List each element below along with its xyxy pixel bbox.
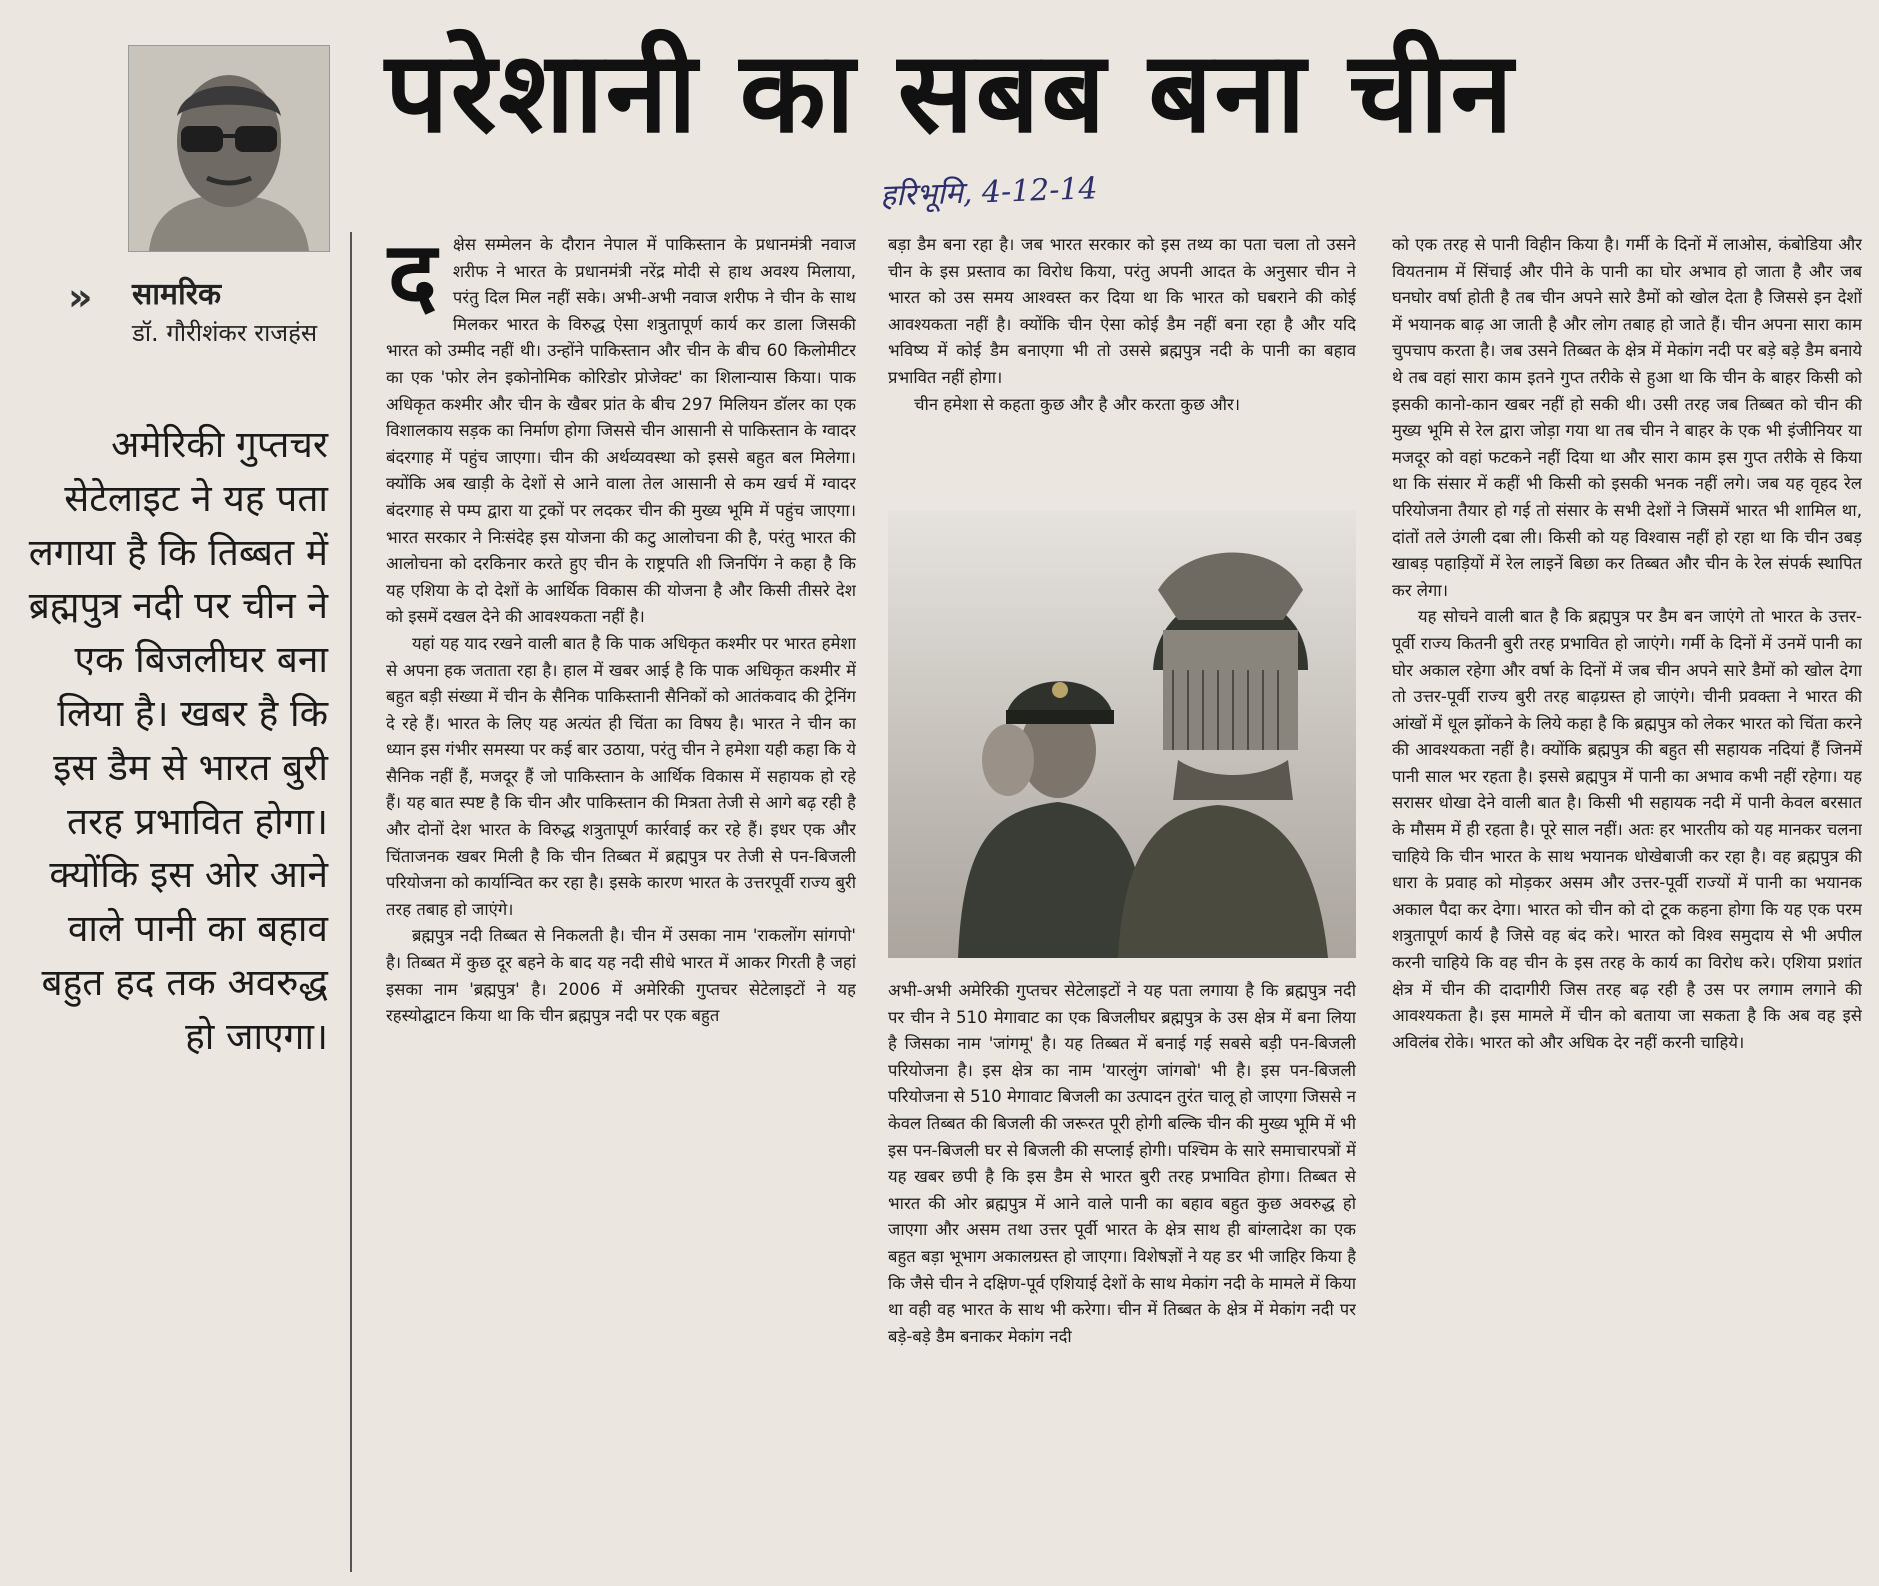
article-column-3 [1392, 232, 1862, 1582]
article-paragraph: क्षेस सम्मेलन के दौरान नेपाल में पाकिस्तान के प्रधानमंत्री नवाज शरीफ ने भारत के प्रधानमंत्री नरेंद्र मोदी से हाथ अवश्य मिलाया, परंतु दिल मिल नहीं सके। अभी-अभी नवाज शरीफ ने चीन के साथ मिलकर भारत के विरुद्ध ऐसा शत्रुतापूर्ण कार्य कर डाला जिसकी भारत को उम्मीद नहीं थी। उन्होंने पाकिस्तान और चीन के बीच 60 किलोमीटर का एक 'फोर लेन इकोनोमिक कोरिडोर प्रोजेक्ट' का शिलान्यास किया। पाक अधिकृत कश्मीर और चीन के खैबर प्रांत के बीच 297 मिलियन डॉलर का एक विशालकाय सड़क का निर्माण होगा जिससे चीन आसानी से पाकिस्तान के ग्वादर बंदरगाह में पहुंच जाएगा। चीन की अर्थव्यवस्था को इससे बहुत बल मिलेगा। क्योंकि अब खाड़ी के देशों से आने वाला तेल आसानी से कम खर्च में ग्वादर बंदरगाह से पम्प द्वारा या ट्रकों पर लदकर चीन की मुख्य भूमि में पहुंच जाएगा। भारत सरकार ने निःसंदेह इस योजना की कटु आलोचना की है, परंतु भारत की आलोचना को दरकिनार करते हुए चीन के राष्ट्रपति शी जिनपिंग ने कहा है कि यह एशिया के दो देशों के आर्थिक विकास की योजना है और किसी तीसरे देश को इसमें दखल देने की आवश्यकता नहीं है। [386, 235, 856, 627]
author-photo [128, 45, 330, 252]
article-paragraph: को एक तरह से पानी विहीन किया है। गर्मी के दिनों में लाओस, कंबोडिया और वियतनाम में सिंचाई और पीने के पानी का घोर अभाव हो जाता है और जब घनघोर वर्षा होती है तब चीन अपने सारे डैमों को खोल देता है जिससे इन देशों में भयानक बाढ़ आ जाती है और लोग तबाह हो जाते हैं। चीन अपना सारा काम चुपचाप करता है। जब उसने तिब्बत के क्षेत्र में मेकांग नदी पर बड़े बड़े डैम बनाये थे तब वहां सारा काम इतने गुप्त तरीके से हुआ था कि चीन के बाहर किसी को इसकी कानो-कान खबर नहीं हो सकी थी। उसी तरह जब तिब्बत को चीन की मुख्य भूमि से रेल द्वारा जोड़ा गया था तब चीन ने बाहर के एक भी इंजीनियर या मजदूर को वहां फटकने नहीं दिया था और सारा काम इस गुप्त तरीके से किया था कि संसार में कहीं भी किसी को इसकी भनक नहीं लगे। जब यह वृहद रेल परियोजना तैयार हो गई तो संसार के सभी देशों ने जिसमें भारत भी शामिल था, दांतों तले उंगली दबा ली। किसी को यह विश्वास नहीं हो रहा था कि चीन उबड़ खाबड़ पहाड़ियों में रेल लाइनें बिछा कर तिब्बत और चीन के रेल संपर्क स्थापित कर लेगा। [1392, 235, 1862, 600]
border-soldiers-photo-icon [888, 510, 1356, 958]
article-column-1 [386, 232, 856, 1582]
article-paragraph: यह सोचने वाली बात है कि ब्रह्मपुत्र पर डैम बन जाएंगे तो भारत के उत्तर-पूर्वी राज्य कितनी बुरी तरह प्रभावित हो जाएंगे। गर्मी के दिनों में उनमें पानी का घोर अकाल रहेगा और वर्षा के दिनों में जब चीन अपने सारे डैमों को खोल देगा तो उत्तर-पूर्वी राज्य बुरी तरह बाढ़ग्रस्त हो जाएंगे। चीनी प्रवक्ता ने भारत की आंखों में धूल झोंकने के लिये कहा है कि ब्रह्मपुत्र को लेकर भारत को चिंता करने की आवश्यकता नहीं है। क्योंकि ब्रह्मपुत्र की बहुत सी सहायक नदियां हैं जिनमें पानी साल भर रहता है। इससे ब्रह्मपुत्र में पानी का अभाव कभी नहीं रहेगा। यह सरासर धोखा देने वाली बात है। किसी भी सहायक नदी में पानी केवल बरसात के मौसम में ही रहता है। पूरे साल नहीं। अतः हर भारतीय को यह मानकर चलना चाहिये कि चीन भारत के साथ भयानक धोखेबाजी कर रहा है। वह ब्रह्मपुत्र की धारा के प्रवाह को मोड़कर असम और उत्तर-पूर्वी राज्यों में पानी का भयानक अकाल पैदा कर देगा। भारत को चीन को दो टूक कहना होगा कि यह एक परम शत्रुतापूर्ण कार्य है जिसे वह बंद करे। भारत को विश्व समुदाय से भी अपील करनी चाहिये कि वह चीन के इस तरह के कार्य का विरोध करे। एशिया प्रशांत क्षेत्र में चीन की दादागीरी जिस तरह बढ़ रही है उस पर लगाम लगाने की आवश्यकता है। इस मामले में चीन को बताया जा सकता है कि अब वह इसे अविलंब रोके। भारत को और अधिक देर नहीं करनी चाहिये। [1392, 607, 1862, 1052]
column-tag: सामरिक [132, 277, 222, 312]
article-paragraph: ब्रह्मपुत्र नदी तिब्बत से निकलती है। चीन में उसका नाम 'राकलोंग सांगपो' है। तिब्बत में कुछ दूर बहने के बाद यह नदी सीधे भारत में आकर गिरती है जहां इसका नाम 'ब्रह्मपुत्र' है। 2006 में अमेरिकी गुप्तचर सेटेलाइटों ने यह रहस्योद्घाटन किया था कि चीन ब्रह्मपुत्र नदी पर एक बहुत [386, 926, 856, 1026]
author-portrait-icon [129, 46, 329, 251]
chevron-right-icon: » [68, 275, 93, 319]
drop-cap: द [388, 232, 437, 329]
author-name: डॉ. गौरीशंकर राजहंस [132, 319, 318, 347]
handwritten-date-note: हरिभूमि, 4-12-14 [879, 171, 1099, 214]
article-paragraph: चीन हमेशा से कहता कुछ और है और करता कुछ और। [914, 394, 1241, 414]
article-column-2-bottom [888, 978, 1356, 1578]
article-column-2-top [888, 232, 1356, 532]
article-paragraph: बड़ा डैम बना रहा है। जब भारत सरकार को इस तथ्य का पता चला तो उसने चीन के इस प्रस्ताव का विरोध किया, परंतु अपनी आदत के अनुसार चीन ने भारत को उस समय आश्वस्त कर दिया था कि भारत को घबराने की कोई आवश्यकता नहीं है। क्योंकि चीन ऐसा कोई डैम नहीं बना रहा है और यदि भविष्य में कोई डैम बनाएगा भी तो उससे ब्रह्मपुत्र नदी के पानी का बहाव प्रभावित नहीं होगा। [888, 235, 1356, 387]
column-divider [350, 232, 352, 1572]
article-paragraph: अभी-अभी अमेरिकी गुप्तचर सेटेलाइटों ने यह पता लगाया है कि ब्रह्मपुत्र नदी पर चीन ने 510 मेगावाट का एक बिजलीघर ब्रह्मपुत्र के उस क्षेत्र में बना लिया है जिसका नाम 'जांगमू' है। यह तिब्बत में बनाई गई सबसे बड़ी पन-बिजली परियोजना है। इस क्षेत्र का नाम 'यारलुंग जांगबो' भी है। इस पन-बिजली परियोजना से 510 मेगावाट बिजली का उत्पादन तुरंत चालू हो जाएगा जिससे न केवल तिब्बत की बिजली की जरूरत पूरी होगी बल्कि चीन की मुख्य भूमि में भी इस पन-बिजली घर से बिजली की सप्लाई होगी। पश्चिम के सारे समाचारपत्रों में यह खबर छपी है कि इस डैम से भारत बुरी तरह प्रभावित होगा। तिब्बत से भारत की ओर ब्रह्मपुत्र में आने वाले पानी का बहाव बहुत कुछ अवरुद्ध हो जाएगा और असम तथा उत्तर पूर्वी भारत के क्षेत्र साथ ही बांग्लादेश का एक बहुत बड़ा भूभाग अकालग्रस्त हो जाएगा। विशेषज्ञों ने यह डर भी जाहिर किया है कि जैसे चीन ने दक्षिण-पूर्व एशियाई देशों के साथ मेकांग नदी के मामले में किया था वही वह भारत के साथ भी करेगा। चीन में तिब्बत के क्षेत्र में मेकांग नदी पर बड़े-बड़े डैम बनाकर मेकांग नदी [888, 981, 1356, 1346]
headline: परेशानी का सबब बना चीन [385, 28, 1515, 158]
article-paragraph: यहां यह याद रखने वाली बात है कि पाक अधिकृत कश्मीर पर भारत हमेशा से अपना हक जताता रहा है। हाल में खबर आई है कि पाक अधिकृत कश्मीर में बहुत बड़ी संख्या में चीन के सैनिक पाकिस्तानी सैनिकों को आतंकवाद की ट्रेनिंग दे रहे हैं। भारत के लिए यह अत्यंत ही चिंता का विषय है। भारत ने चीन का ध्यान इस गंभीर समस्या पर कई बार उठाया, परंतु चीन ने हमेशा यही कहा कि ये सैनिक नहीं हैं, मजदूर हैं जो पाकिस्तान के आर्थिक विकास में सहायक हो रहे हैं। यह बात स्पष्ट है कि चीन और पाकिस्तान की मित्रता तेजी से आगे बढ़ रही है और दोनों देश भारत के विरुद्ध शत्रुतापूर्ण कार्रवाई कर रहे हैं। इधर एक और चिंताजनक खबर मिली है कि चीन तिब्बत में ब्रह्मपुत्र पर तेजी से पन-बिजली परियोजना को कार्यान्वित कर रहा है। इसके कारण भारत के उत्तरपूर्वी राज्य बुरी तरह तबाह हो जाएंगे। [386, 633, 856, 919]
pull-quote: अमेरिकी गुप्तचर सेटेलाइट ने यह पता लगाया है कि तिब्बत में ब्रह्मपुत्र नदी पर चीन ने एक बिजलीघर बना लिया है। खबर है कि इस डैम से भारत बुरी तरह प्रभावित होगा। क्योंकि इस ओर आने वाले पानी का बहाव बहुत हद तक अवरुद्ध हो जाएगा। [28, 423, 328, 1058]
news-photo [888, 510, 1356, 958]
